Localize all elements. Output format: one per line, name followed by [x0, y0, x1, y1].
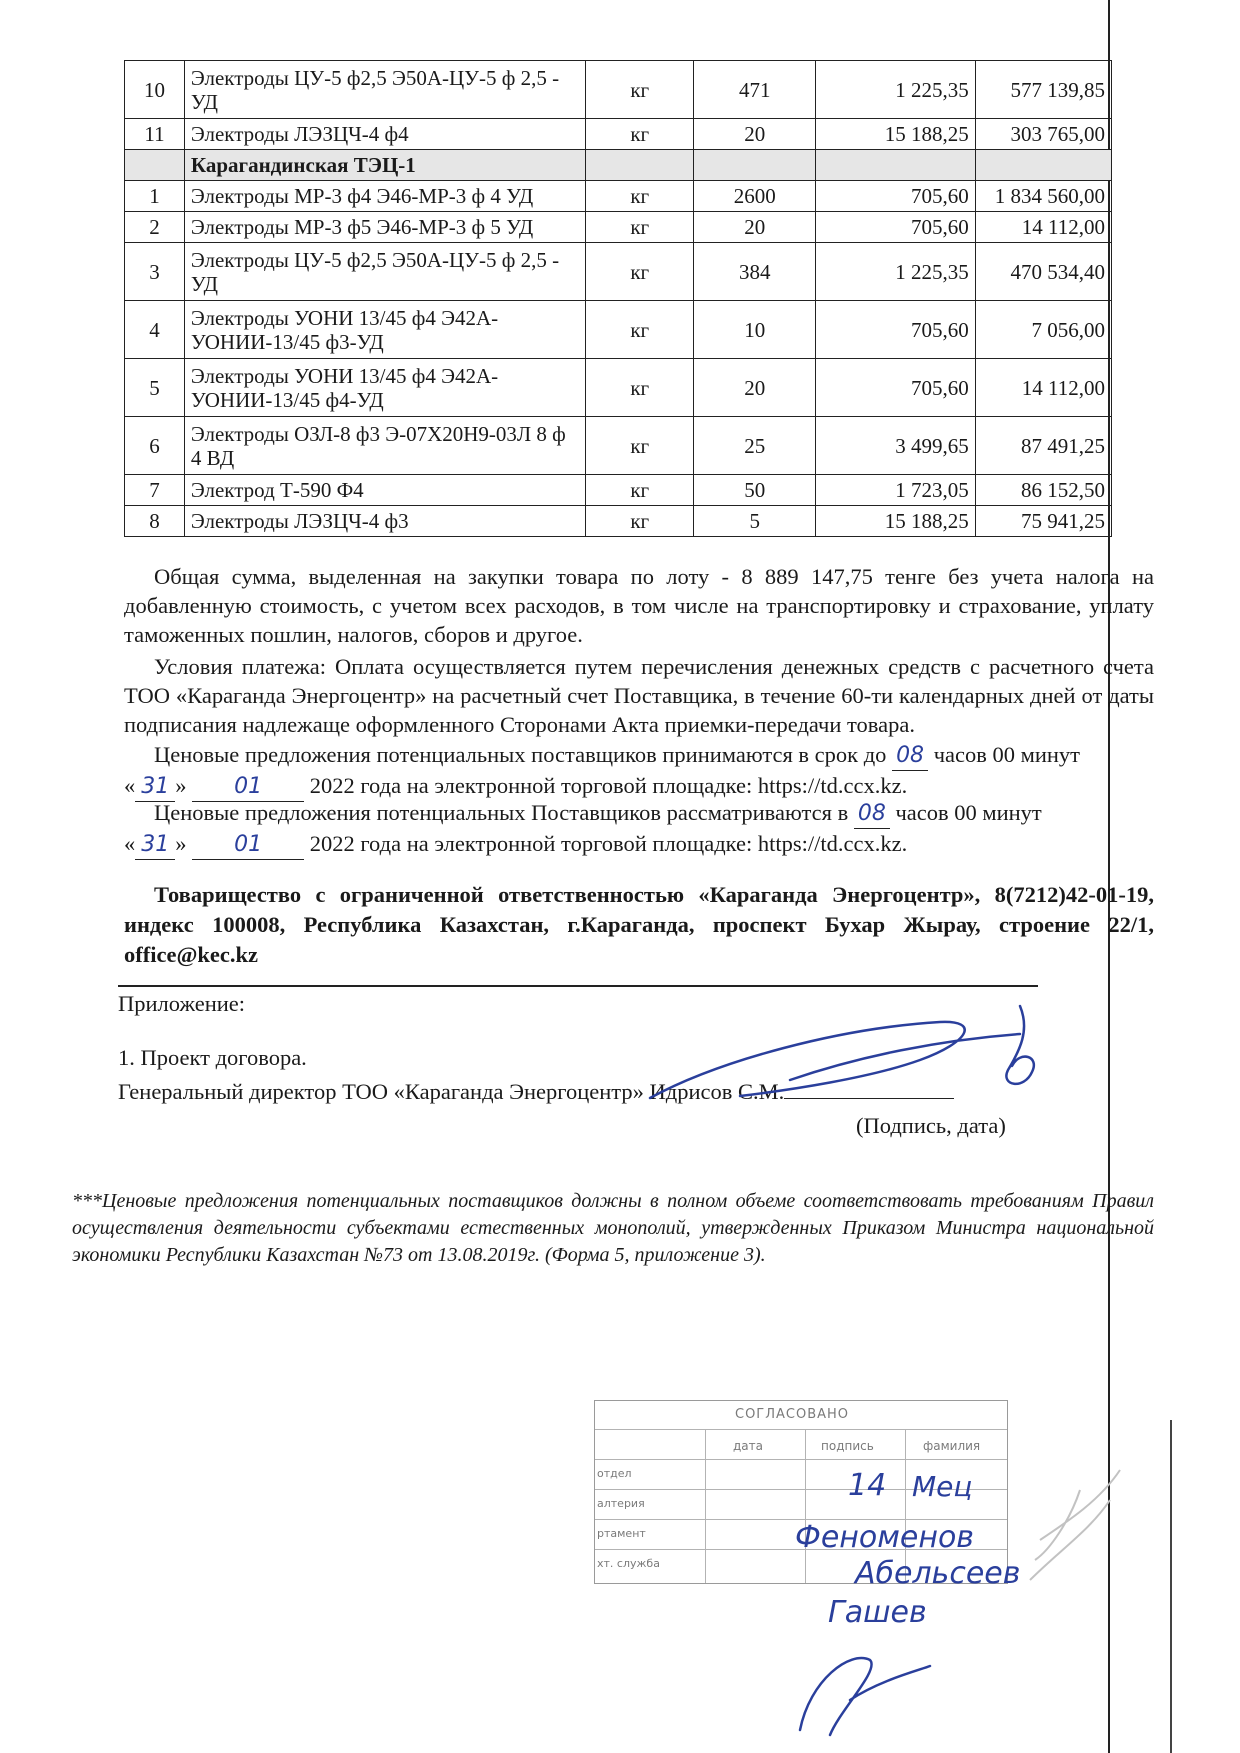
table-row	[125, 506, 1112, 537]
row-unit: кг	[586, 417, 694, 475]
row-number: 10	[125, 61, 185, 119]
row-qty: 20	[694, 212, 816, 243]
row-qty: 20	[694, 119, 816, 150]
acceptance-tail: 2022 года на электронной торговой площадке: https://td.ccx.kz.	[309, 773, 908, 798]
table-row	[125, 359, 1112, 417]
row-name: Электроды МР-3 ф5 Э46-МР-3 ф 5 УД	[184, 212, 585, 243]
row-name: Электроды ЛЭЗЦЧ-4 ф4	[184, 119, 585, 150]
row-number: 3	[125, 243, 185, 301]
row-unit: кг	[586, 506, 694, 537]
row-qty: 50	[694, 475, 816, 506]
stamp-row-label: отдел	[597, 1467, 632, 1480]
row-price: 1 225,35	[816, 61, 975, 119]
signer-text: Генеральный директор ТОО «Караганда Энергоцентр» Идрисов С.М.	[118, 1079, 785, 1104]
stamp-handwritten-month: Мец	[912, 1470, 973, 1503]
row-qty: 2600	[694, 181, 816, 212]
row-qty: 471	[694, 61, 816, 119]
row-name: Электрод Т-590 Ф4	[184, 475, 585, 506]
row-name: Электроды ЦУ-5 ф2,5 Э50А-ЦУ-5 ф 2,5 - УД	[184, 61, 585, 119]
acceptance-day-handwritten: 31	[135, 772, 175, 802]
row-unit: кг	[586, 119, 694, 150]
close-quote: »	[175, 831, 187, 856]
scan-edge-line-lower	[1170, 1420, 1172, 1753]
table-row	[125, 475, 1112, 506]
open-quote: «	[124, 831, 136, 856]
row-sum: 303 765,00	[975, 119, 1111, 150]
stamp-col-date: дата	[733, 1439, 763, 1453]
row-sum: 14 112,00	[975, 212, 1111, 243]
row-price: 3 499,65	[816, 417, 975, 475]
review-suffix: часов 00 минут	[895, 800, 1042, 825]
row-sum: 14 112,00	[975, 359, 1111, 417]
row-number: 7	[125, 475, 185, 506]
row-name: Электроды МР-3 ф4 Э46-МР-3 ф 4 УД	[184, 181, 585, 212]
table-row	[125, 181, 1112, 212]
stamp-handwritten-day: 14	[848, 1468, 887, 1503]
row-qty: 5	[694, 506, 816, 537]
review-hour-handwritten: 08	[854, 799, 890, 829]
director-signature	[640, 1000, 1060, 1120]
row-number: 6	[125, 417, 185, 475]
row-sum: 87 491,25	[975, 417, 1111, 475]
table-row	[125, 417, 1112, 475]
faint-mark	[1020, 1460, 1130, 1590]
row-price: 15 188,25	[816, 506, 975, 537]
row-qty: 20	[694, 359, 816, 417]
stamp-row-label: хт. служба	[597, 1557, 660, 1570]
row-qty: 25	[694, 417, 816, 475]
appendix-label: Приложение:	[118, 991, 246, 1016]
row-price: 1 723,05	[816, 475, 975, 506]
row-price: 705,60	[816, 359, 975, 417]
separator-line	[118, 985, 1038, 987]
items-table	[124, 60, 1112, 537]
review-tail: 2022 года на электронной торговой площадке: https://td.ccx.kz.	[309, 831, 908, 856]
row-number: 2	[125, 212, 185, 243]
stamp-row-label: ртамент	[597, 1527, 646, 1540]
acceptance-month-handwritten: 01	[192, 772, 304, 802]
stamp-signature-scribble	[790, 1640, 940, 1750]
row-unit: кг	[586, 61, 694, 119]
row-unit: кг	[586, 181, 694, 212]
row-sum: 86 152,50	[975, 475, 1111, 506]
footnote: ***Ценовые предложения потенциальных поставщиков должны в полном объеме соответствовать требованиям Правил осуществления деятельности субъектами естественных монополий, утвержденных Приказом Министра национальной экономики Республики Казахстан №73 от 13.08.2019г. (Форма 5, приложение 3).	[72, 1190, 1154, 1266]
review-day-handwritten: 31	[135, 830, 175, 860]
stamp-title: СОГЛАСОВАНО	[735, 1407, 850, 1422]
row-qty: 10	[694, 301, 816, 359]
total-paragraph: Общая сумма, выделенная на закупки товара по лоту - 8 889 147,75 тенге без учета налога на добавленную стоимость, с учетом всех расходов, в том числе на транспортировку и страхование, уплату таможенных пошлин, налогов, сборов и другое.	[124, 564, 1154, 647]
open-quote: «	[124, 773, 136, 798]
row-sum: 577 139,85	[975, 61, 1111, 119]
signature-caption: (Подпись, дата)	[856, 1113, 1006, 1138]
row-unit: кг	[586, 212, 694, 243]
row-number: 5	[125, 359, 185, 417]
acceptance-prefix: Ценовые предложения потенциальных поставщиков принимаются в срок до	[154, 742, 887, 767]
section-header-row	[125, 150, 1112, 181]
row-price: 705,60	[816, 212, 975, 243]
row-name: Электроды УОНИ 13/45 ф4 Э42А-УОНИИ-13/45 ф4-УД	[184, 359, 585, 417]
table-row	[125, 243, 1112, 301]
stamp-handwritten-name: Гашев	[828, 1595, 927, 1630]
row-sum: 1 834 560,00	[975, 181, 1111, 212]
row-unit: кг	[586, 243, 694, 301]
appendix-item: 1. Проект договора.	[118, 1045, 307, 1070]
acceptance-hour-handwritten: 08	[892, 741, 928, 771]
review-month-handwritten: 01	[192, 830, 304, 860]
company-details: Товарищество с ограниченной ответственностью «Караганда Энергоцентр», 8(7212)42-01-19, индекс 100008, Республика Казахстан, г.Караганда, проспект Бухар Жырау, строение 22/1, office@kec.kz	[124, 882, 1154, 967]
table-row	[125, 119, 1112, 150]
row-number: 8	[125, 506, 185, 537]
table-row	[125, 61, 1112, 119]
row-name: Электроды ОЗЛ-8 ф3 Э-07Х20Н9-03Л 8 ф 4 ВД	[184, 417, 585, 475]
review-prefix: Ценовые предложения потенциальных Поставщиков рассматриваются в	[154, 800, 849, 825]
review-paragraph	[124, 798, 1154, 860]
row-price: 705,60	[816, 181, 975, 212]
row-unit: кг	[586, 301, 694, 359]
row-name: Электроды ЛЭЗЦЧ-4 ф3	[184, 506, 585, 537]
row-sum: 470 534,40	[975, 243, 1111, 301]
stamp-row-label: алтерия	[597, 1497, 645, 1510]
payment-paragraph: Условия платежа: Оплата осуществляется путем перечисления денежных средств с расчетного счета ТОО «Караганда Энергоцентр» на расчетный счет Поставщика, в течение 60-ти календарных дней от даты подписания надлежаще оформленного Сторонами Акта приемки-передачи товара.	[124, 654, 1154, 737]
row-price: 15 188,25	[816, 119, 975, 150]
stamp-handwritten-name: Абельсеев	[855, 1556, 1021, 1591]
row-sum: 75 941,25	[975, 506, 1111, 537]
row-sum: 7 056,00	[975, 301, 1111, 359]
row-number: 1	[125, 181, 185, 212]
table-row	[125, 212, 1112, 243]
stamp-col-name: фамилия	[923, 1439, 981, 1453]
row-number: 4	[125, 301, 185, 359]
row-number: 11	[125, 119, 185, 150]
row-unit: кг	[586, 475, 694, 506]
table-row	[125, 301, 1112, 359]
row-name: Электроды ЦУ-5 ф2,5 Э50А-ЦУ-5 ф 2,5 - УД	[184, 243, 585, 301]
acceptance-suffix: часов 00 минут	[933, 742, 1081, 767]
section-title: Карагандинская ТЭЦ-1	[184, 150, 585, 181]
stamp-handwritten-name: Феноменов	[795, 1520, 974, 1555]
acceptance-paragraph	[124, 740, 1154, 802]
row-price: 1 225,35	[816, 243, 975, 301]
row-price: 705,60	[816, 301, 975, 359]
close-quote: »	[175, 773, 187, 798]
row-unit: кг	[586, 359, 694, 417]
row-qty: 384	[694, 243, 816, 301]
stamp-col-sign: подпись	[821, 1439, 874, 1453]
row-name: Электроды УОНИ 13/45 ф4 Э42А-УОНИИ-13/45 ф3-УД	[184, 301, 585, 359]
